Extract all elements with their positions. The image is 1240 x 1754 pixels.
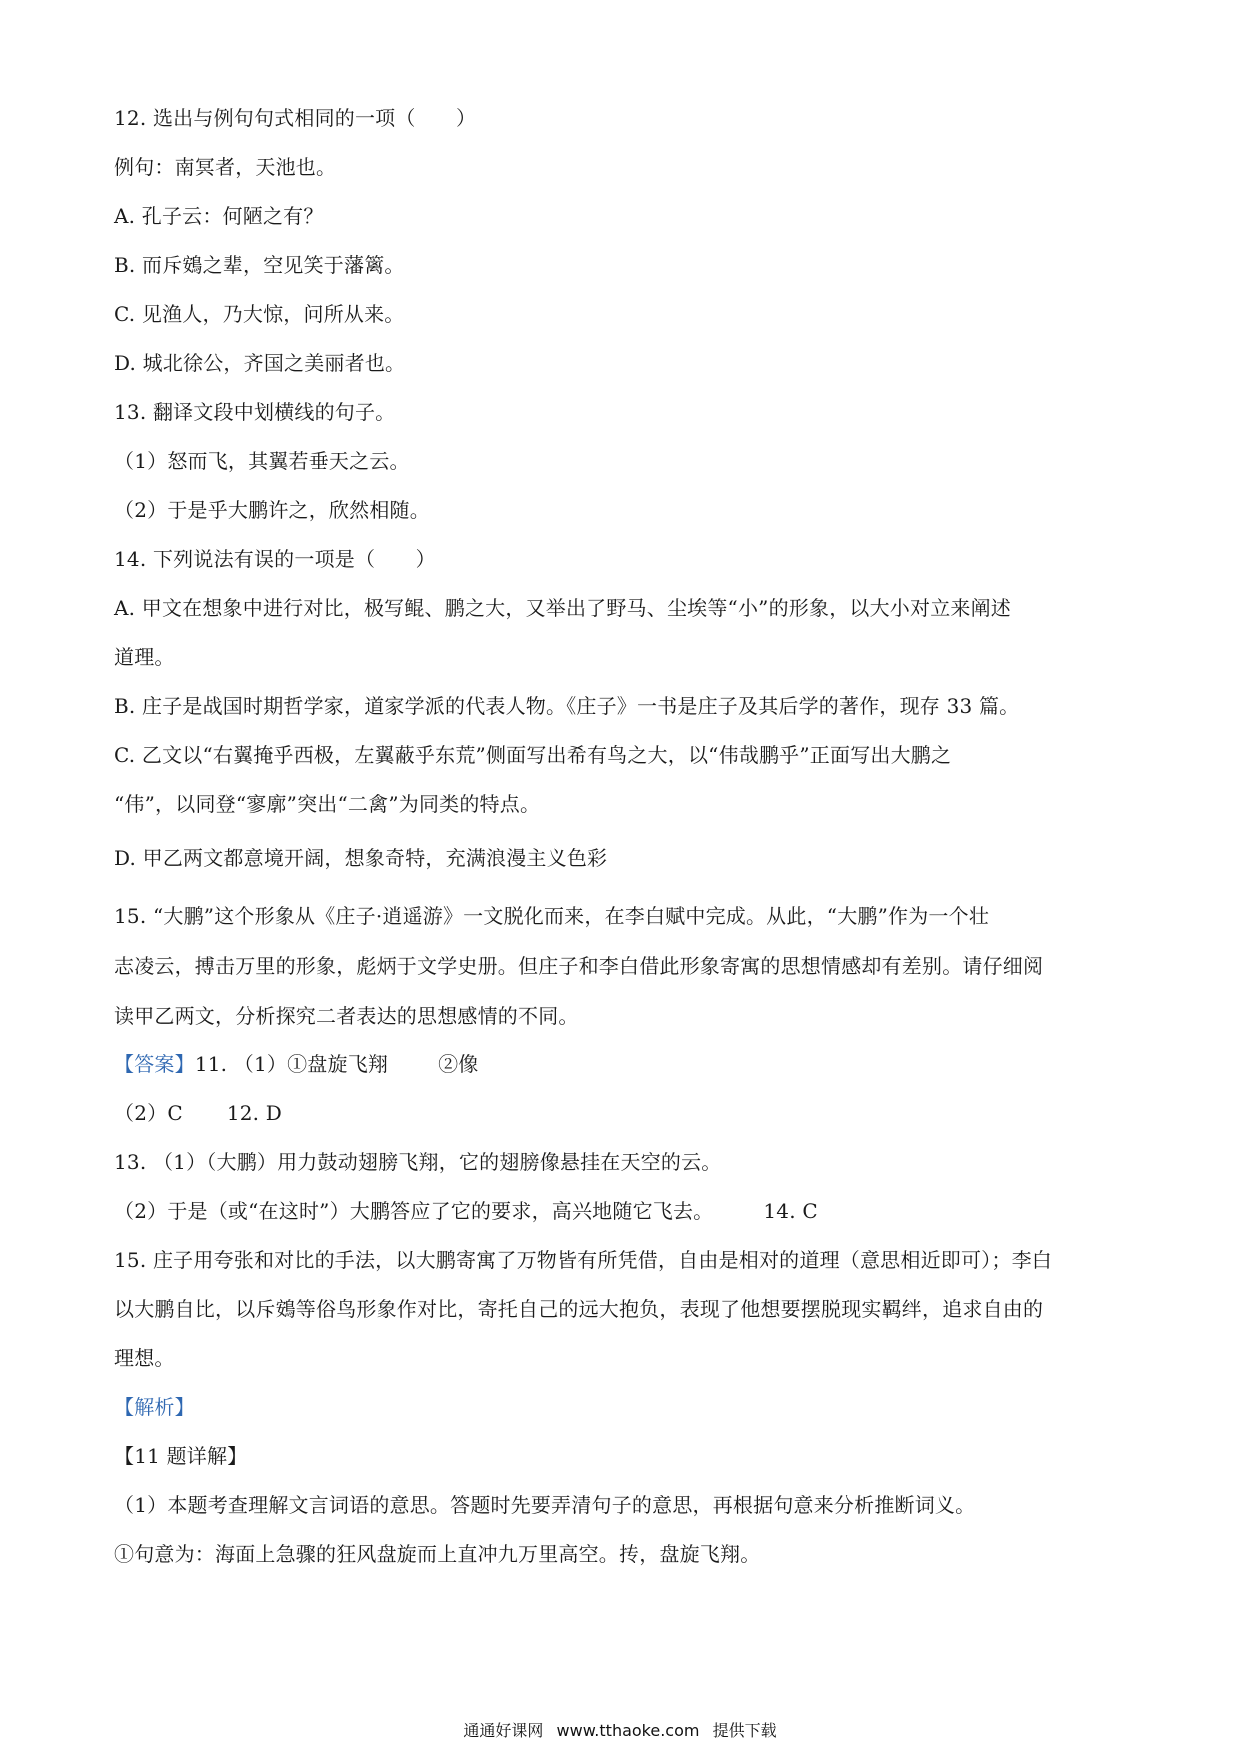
analysis-q11-header: 【11 题详解】: [114, 1444, 248, 1468]
answer-12: 12. D: [226, 1101, 283, 1125]
answer-15-line2: 以大鹏自比，以斥鴳等俗鸟形象作对比，寄托自己的远大抱负，表现了他想要摆脱现实羁绊，追求自由的: [114, 1297, 1044, 1321]
q12-stem: 12. 选出与例句句式相同的一项（ ）: [114, 106, 477, 130]
q13-item-2: （2）于是乎大鹏许之，欣然相随。: [114, 498, 430, 522]
q12-option-c: C. 见渔人，乃大惊，问所从来。: [114, 302, 405, 326]
q13-stem: 13. 翻译文段中划横线的句子。: [114, 400, 396, 424]
footer-suffix: 提供下载: [712, 1721, 777, 1740]
q14-stem: 14. 下列说法有误的一项是（ ）: [114, 547, 436, 571]
q14-option-d: D. 甲乙两文都意境开阔，想象奇特，充满浪漫主义色彩: [114, 846, 608, 870]
answer-13-1: 13. （1）（大鹏）用力鼓动翅膀飞翔，它的翅膀像悬挂在天空的云。: [114, 1150, 722, 1174]
answer-line-11-12: [114, 1099, 1134, 1127]
answer-13-2: （2）于是（或“在这时”）大鹏答应了它的要求，高兴地随它飞去。: [114, 1199, 714, 1223]
analysis-tag: 【解析】: [114, 1395, 195, 1419]
q14-option-c-line1: C. 乙文以“右翼掩乎西极，左翼蔽乎东荒”侧面写出希有鸟之大，以“伟哉鹏乎”正面写出大鹏之: [114, 743, 952, 767]
page-footer: [0, 1720, 1240, 1742]
q15-line2: 志凌云，搏击万里的形象，彪炳于文学史册。但庄子和李白借此形象寄寓的思想情感却有差别。请仔细阅: [114, 954, 1044, 978]
q12-example: 例句：南冥者，天池也。: [114, 155, 337, 179]
answer-15-line1: 15. 庄子用夸张和对比的手法，以大鹏寄寓了万物皆有所凭借，自由是相对的道理（意思相近即可）；李白: [114, 1248, 1052, 1272]
q12-option-d: D. 城北徐公，齐国之美丽者也。: [114, 351, 406, 375]
footer-url: www.tthaoke.com: [556, 1721, 700, 1740]
q13-item-1: （1）怒而飞，其翼若垂天之云。: [114, 449, 410, 473]
answer-11-part2: ②像: [438, 1052, 479, 1076]
answer-15-line3: 理想。: [114, 1346, 175, 1370]
answer-11-part1: 11. （1）①盘旋飞翔: [194, 1052, 389, 1076]
q12-option-a: A. 孔子云：何陋之有？: [114, 204, 324, 228]
footer-site-name: 通通好课网: [463, 1721, 544, 1740]
q14-option-a-line1: A. 甲文在想象中进行对比，极写鲲、鹏之大，又举出了野马、尘埃等“小”的形象，以大小对立来阐述: [114, 596, 1012, 620]
answer-tag: 【答案】: [114, 1052, 195, 1076]
q15-line3: 读甲乙两文，分析探究二者表达的思想感情的不同。: [114, 1004, 579, 1028]
q14-option-a-line2: 道理。: [114, 645, 175, 669]
q12-option-b: B. 而斥鴳之辈，空见笑于藩篱。: [114, 253, 405, 277]
q14-option-c-line2: “伟”，以同登“寥廓”突出“二禽”为同类的特点。: [114, 792, 541, 816]
analysis-q11-line2: ①句意为：海面上急骤的狂风盘旋而上直冲九万里高空。抟，盘旋飞翔。: [114, 1542, 761, 1566]
analysis-q11-line1: （1）本题考查理解文言词语的意思。答题时先要弄清句子的意思，再根据句意来分析推断词义。: [114, 1493, 976, 1517]
answer-line-11: [114, 1050, 1134, 1078]
answer-11-c: （2）C: [114, 1101, 183, 1125]
answer-14: 14. C: [763, 1199, 818, 1223]
q14-option-b: B. 庄子是战国时期哲学家，道家学派的代表人物。《庄子》一书是庄子及其后学的著作，现存 33 篇。: [114, 694, 1020, 718]
q15-line1: 15. “大鹏”这个形象从《庄子·逍遥游》一文脱化而来，在李白赋中完成。从此，“大鹏”作为一个壮: [114, 904, 990, 928]
answer-line-13-14: [114, 1197, 1134, 1225]
